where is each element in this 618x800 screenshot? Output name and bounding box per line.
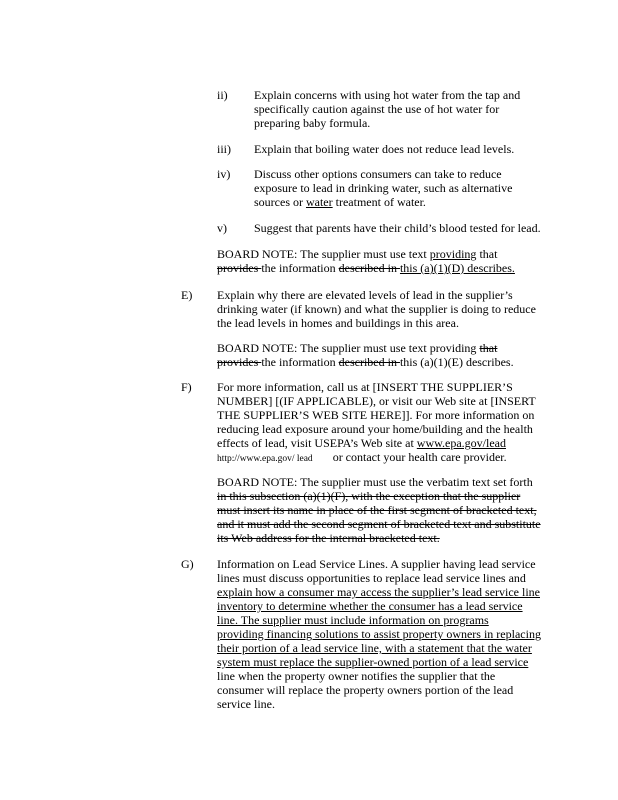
text-line: Explain concerns with using hot water from the tap and [254,88,521,102]
text-line: lines must discuss opportunities to replace lead service lines and [217,571,526,585]
text-run: or contact your health care provider. [332,450,507,464]
item-g-text [217,557,541,711]
struck-deletion: provides [217,261,262,275]
board-note-d [217,247,515,275]
text-line [217,341,514,355]
text-line [217,450,536,464]
text-run: sources or [254,195,306,209]
board-note-f [217,475,541,545]
text-run: the information [261,355,339,369]
struck-deletion: provides [217,355,262,369]
underlined-insertion: this (a)(1)(D) describes. [399,261,515,275]
text-line: consumer will replace the property owners portion of the lead [217,683,514,697]
struck-deletion: must insert its name in place of the first segment of bracketed text, [217,503,537,517]
item-e-text [217,288,536,330]
item-ii-text [254,88,520,130]
item-v-marker: v) [217,221,227,235]
web-link[interactable]: www.epa.gov/lead [416,436,506,450]
text-line [217,247,515,261]
text-run: BOARD NOTE: The supplier must use text [217,247,430,261]
underlined-insertion: their portion of a lead service line, with a statement that the water [217,641,532,655]
underlined-insertion: water [305,195,333,209]
text-line: Discuss other options consumers can take to reduce [254,167,502,181]
underlined-insertion: line. The supplier must include information on programs [217,613,489,627]
text-run: treatment of water. [332,195,426,209]
underlined-insertion: providing financing solutions to assist property owners in replacing [217,627,541,641]
text-run: effects of lead, visit USEPA’s Web site at [217,436,417,450]
text-line [217,436,536,450]
text-line: line when the property owner notifies the supplier that the [217,669,496,683]
text-run: the information [261,261,339,275]
underlined-insertion: providing [429,247,477,261]
item-f-marker: F) [181,380,192,394]
text-line: preparing baby formula. [254,116,371,130]
struck-deletion: described in [338,355,400,369]
text-line: exposure to lead in drinking water, such as alternative [254,181,513,195]
struck-deletion: that [479,341,498,355]
struck-deletion: and it must add the second segment of bracketed text and substitute [217,517,541,531]
item-ii-marker: ii) [217,88,228,102]
item-iii-text: Explain that boiling water does not reduce lead levels. [254,142,515,156]
text-line: NUMBER] [(IF APPLICABLE), or visit our Web site at [INSERT [217,394,536,408]
item-iii-marker: iii) [217,142,231,156]
text-line: Explain why there are elevated levels of lead in the supplier’s [217,288,513,302]
struck-deletion: its Web address for the internal bracketed text. [217,531,440,545]
text-line: drinking water (if known) and what the supplier is doing to reduce [217,302,536,316]
text-line: the lead levels in homes and buildings in this area. [217,316,459,330]
text-line [217,261,515,275]
struck-url: http://www.epa.gov/ lead [217,454,313,464]
struck-deletion: described in [338,261,400,275]
text-line: service line. [217,697,275,711]
struck-deletion: in this subsection (a)(1)(F), with the exception that the supplier [217,489,521,503]
text-line: BOARD NOTE: The supplier must use the verbatim text set forth [217,475,533,489]
underlined-insertion: inventory to determine whether the consumer has a lead service [217,599,523,613]
underlined-insertion: system must replace the supplier-owned portion of a lead service [217,655,529,669]
text-line [254,195,512,209]
underlined-insertion: explain how a consumer may access the supplier’s lead service line [217,585,540,599]
text-line: Information on Lead Service Lines. A supplier having lead service [217,557,536,571]
text-run: BOARD NOTE: The supplier must use text providing [217,341,480,355]
text-line: reducing lead exposure around your home/building and the health [217,422,533,436]
item-v-text: Suggest that parents have their child’s blood tested for lead. [254,221,541,235]
item-g-marker: G) [181,557,194,571]
text-run: that [476,247,498,261]
item-iv-text [254,167,512,209]
text-run: this (a)(1)(E) describes. [399,355,514,369]
item-f-text [217,380,536,464]
text-line [217,355,514,369]
item-e-marker: E) [181,288,193,302]
text-line: For more information, call us at [INSERT THE SUPPLIER’S [217,380,513,394]
text-line: specifically caution against the use of hot water for [254,102,500,116]
board-note-e [217,341,514,369]
item-iv-marker: iv) [217,167,231,181]
text-line: THE SUPPLIER’S WEB SITE HERE]]. For more information on [217,408,535,422]
